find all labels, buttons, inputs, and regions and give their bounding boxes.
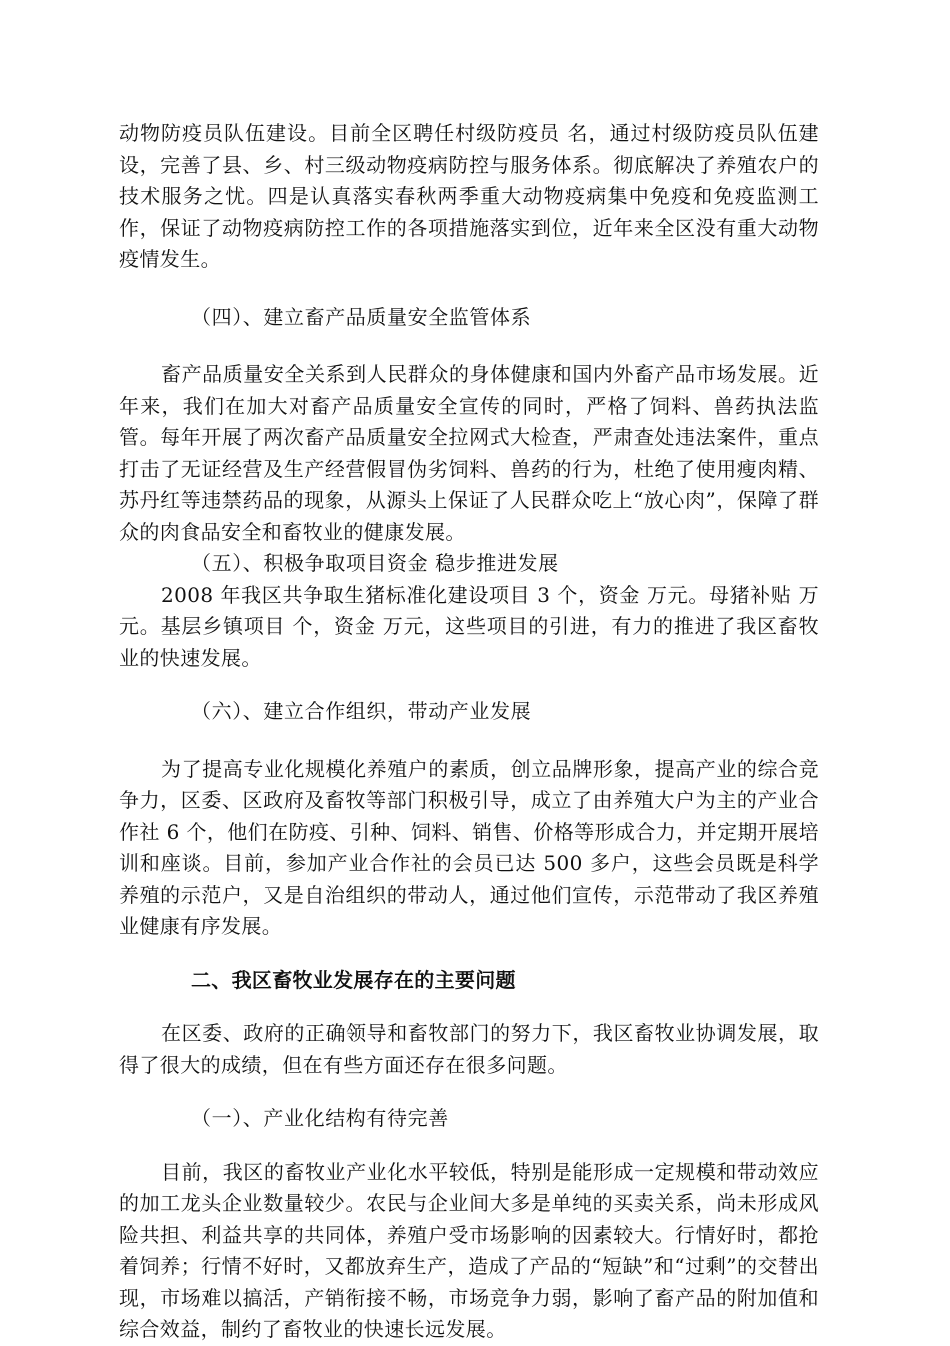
section-heading-main-problems: 二、我区畜牧业发展存在的主要问题 [191,967,516,992]
paragraph-project-funds: 2008 年我区共争取生猪标准化建设项目 3 个，资金 万元。母猪补贴 万元。基层乡镇项目 个，资金 万元，这些项目的引进，有力的推进了我区畜牧业的快速发展。 [119,582,819,670]
heading-industrial-structure: （一）、产业化结构有待完善 [191,1106,449,1130]
heading-project-funds: （五）、积极争取项目资金 稳步推进发展 [191,551,559,575]
heading-quality-supervision: （四）、建立畜产品质量安全监管体系 [191,304,532,329]
paragraph-epidemic-prevention: 动物防疫员队伍建设。目前全区聘任村级防疫员 名，通过村级防疫员队伍建设，完善了县、乡、村三级动物疫病防控与服务体系。彻底解决了养殖农户的技术服务之忧。四是认真落实春秋两季重大动物疫病集中免疫和免疫监测工作，保证了动物疫病防控工作的各项措施落实到位，近年来全区没有重大动物疫情发生。 [119,121,819,271]
paragraph-industrial-structure: 目前，我区的畜牧业产业化水平较低，特别是能形成一定规模和带动效应的加工龙头企业数量较少。农民与企业间大多是单纯的买卖关系，尚未形成风险共担、利益共享的共同体，养殖户受市场影响的因素较大。行情好时，都抢着饲养；行情不好时，又都放弃生产，造成了产品的“短缺”和“过剩”的交替出现，市场难以搞活，产销衔接不畅，市场竞争力弱，影响了畜产品的附加值和综合效益，制约了畜牧业的快速长远发展。 [119,1159,819,1341]
paragraph-quality-supervision: 畜产品质量安全关系到人民群众的身体健康和国内外畜产品市场发展。近年来，我们在加大对畜产品质量安全宣传的同时，严格了饲料、兽药执法监管。每年开展了两次畜产品质量安全拉网式大检查，严肃查处违法案件，重点打击了无证经营及生产经营假冒伪劣饲料、兽药的行为，杜绝了使用瘦肉精、苏丹红等违禁药品的现象，从源头上保证了人民群众吃上“放心肉”，保障了群众的肉食品安全和畜牧业的健康发展。 [119,362,819,544]
document-page [119,118,819,1346]
paragraph-problems-intro: 在区委、政府的正确领导和畜牧部门的努力下，我区畜牧业协调发展，取得了很大的成绩，但在有些方面还存在很多问题。 [119,1021,819,1077]
heading-cooperatives: （六）、建立合作组织，带动产业发展 [191,699,532,723]
paragraph-cooperatives: 为了提高专业化规模化养殖户的素质，创立品牌形象，提高产业的综合竞争力，区委、区政府及畜牧等部门积极引导，成立了由养殖大户为主的产业合作社 6 个，他们在防疫、引种、饲料、销售、价格等形成合力，并定期开展培训和座谈。目前，参加产业合作社的会员已达 500 多户，这些会员既是科学养殖的示范户，又是自治组织的带动人，通过他们宣传，示范带动了我区养殖业健康有序发展。 [119,756,819,938]
